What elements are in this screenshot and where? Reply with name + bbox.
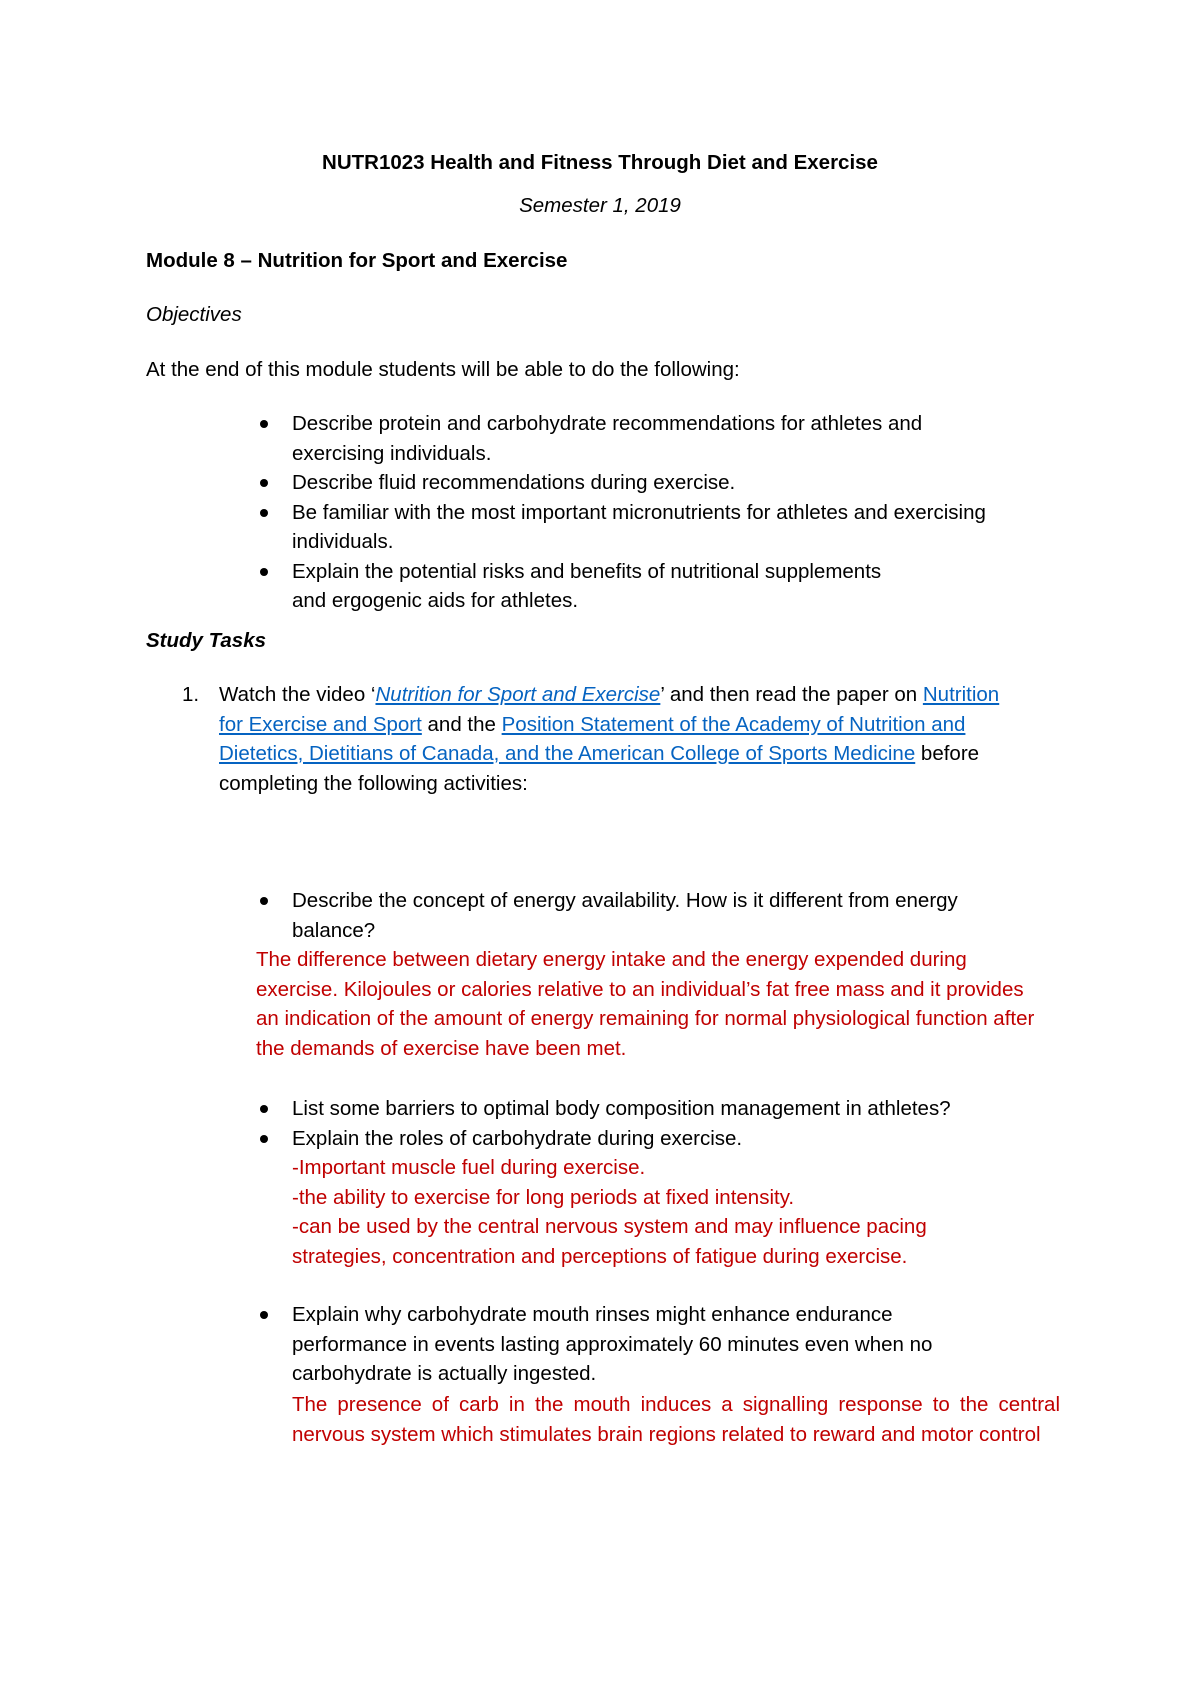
answer-carbohydrate-roles	[292, 1153, 1056, 1271]
paper-link[interactable]: Nutrition for Exercise and Sport	[219, 683, 1000, 736]
objective-item	[256, 409, 986, 468]
module-title: Module 8 – Nutrition for Sport and Exercise	[146, 249, 568, 272]
activity-list-1	[256, 886, 1056, 945]
task-text-part: before completing the following activities:	[219, 742, 980, 795]
activity-question: Describe the concept of energy availability. How is it different from energy balance?	[292, 889, 958, 942]
activity-item	[256, 1124, 1056, 1272]
task-text-part: ’ and then read the paper on	[660, 683, 923, 706]
task-text-part: and the	[421, 712, 502, 736]
activity-item	[256, 1094, 1056, 1124]
study-tasks-heading: Study Tasks	[146, 629, 267, 652]
activity-question: List some barriers to optimal body composition management in athletes?	[292, 1097, 951, 1120]
objectives-list	[256, 409, 986, 616]
activity-list-3	[256, 1300, 1060, 1389]
answer-energy-availability: The difference between dietary energy intake and the energy expended during exercise. Kilojoules or calories relative to an individual’s fat free mass and it provides an indication of the amount of energy remaining for normal physiological function after the demands of exercise have been met.	[256, 948, 1035, 1060]
activity-question: Explain the roles of carbohydrate during exercise.	[292, 1126, 743, 1150]
task-text-part: Watch the video ‘	[219, 683, 376, 706]
answer-mouth-rinse: The presence of carb in the mouth induces a signalling response to the central nervous system which stimulates brain regions related to reward and motor control	[292, 1393, 1060, 1446]
semester-line: Semester 1, 2019	[519, 194, 681, 217]
video-link[interactable]: Nutrition for Sport and Exercise	[375, 683, 661, 706]
course-title: NUTR1023 Health and Fitness Through Diet and Exercise	[322, 151, 878, 174]
objective-item	[256, 468, 986, 498]
task-1-text	[219, 680, 1009, 798]
objective-item	[256, 557, 986, 616]
activity-item	[256, 1300, 1060, 1389]
objectives-heading: Objectives	[146, 303, 242, 326]
activity-list-2	[256, 1094, 1056, 1271]
objective-text: Be familiar with the most important micronutrients for athletes and exercising individuals.	[292, 500, 986, 553]
answer-line: -the ability to exercise for long periods at fixed intensity.	[292, 1185, 795, 1209]
position-statement-link[interactable]: Position Statement of the Academy of Nutrition and Dietetics, Dietitians of Canada, and the American College of Sports Medicine	[219, 712, 966, 765]
objective-text: Describe fluid recommendations during exercise.	[292, 471, 736, 494]
objective-item	[256, 498, 986, 557]
answer-line: -can be used by the central nervous system and may influence pacing strategies, concentration and perceptions of fatigue during exercise.	[292, 1215, 927, 1268]
objectives-intro: At the end of this module students will be able to do the following:	[146, 358, 740, 381]
activity-question: Explain why carbohydrate mouth rinses might enhance endurance performance in events lasting approximately 60 minutes even when no carbohydrate is actually ingested.	[292, 1303, 933, 1385]
answer-line: -Important muscle fuel during exercise.	[292, 1156, 646, 1179]
objective-text: Explain the potential risks and benefits of nutritional supplements and ergogenic aids for athletes.	[292, 559, 882, 612]
activity-item	[256, 886, 1056, 945]
objective-text: Describe protein and carbohydrate recommendations for athletes and exercising individuals.	[292, 412, 923, 465]
task-number: 1.	[182, 683, 200, 706]
